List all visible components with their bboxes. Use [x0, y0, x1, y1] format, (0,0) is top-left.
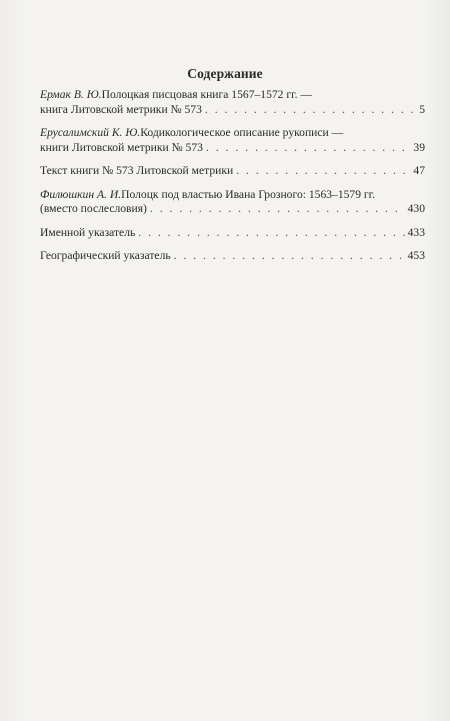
toc-entry-title: Текст книги № 573 Литовской метрики	[40, 164, 234, 177]
toc-entry-page: 433	[407, 225, 425, 239]
toc-entry	[40, 164, 425, 179]
dot-leader	[236, 164, 410, 179]
table-of-contents	[40, 88, 425, 273]
toc-entry-title: Кодикологическое описание рукописи —	[140, 126, 344, 139]
toc-entry-title: Полоцкая писцовая книга 1567–1572 гг. —	[101, 88, 312, 101]
contents-heading: Содержание	[187, 66, 263, 81]
toc-entry	[40, 249, 425, 264]
dot-leader	[150, 202, 405, 217]
toc-entry-title-continued: книги Литовской метрики № 573	[40, 140, 203, 154]
dot-leader	[206, 141, 410, 156]
toc-entry-page: 39	[413, 140, 425, 154]
toc-entry-title: Географический указатель	[40, 249, 171, 262]
toc-entry-page: 5	[419, 102, 425, 116]
toc-entry-title: Именной указатель	[40, 225, 136, 239]
toc-entry-page: 47	[413, 164, 425, 177]
toc-entry	[40, 126, 425, 155]
toc-entry	[40, 88, 425, 117]
dot-leader	[174, 249, 405, 264]
toc-entry-title-continued: книга Литовской метрики № 573	[40, 102, 202, 116]
toc-entry-author: Ерусалимский К. Ю.	[40, 126, 141, 139]
toc-entry-page: 430	[407, 202, 425, 215]
toc-entry-author: Филюшкин А. И.	[40, 187, 122, 201]
toc-entry	[40, 188, 425, 217]
toc-entry	[40, 226, 425, 241]
dot-leader	[138, 226, 404, 241]
toc-entry-title: Полоцк под властью Ивана Грозного: 1563–1579 гг.	[121, 187, 376, 201]
dot-leader	[205, 103, 416, 118]
toc-entry-page: 453	[407, 249, 425, 262]
toc-entry-title-continued: (вместо послесловия)	[40, 202, 147, 215]
toc-entry-author: Ермак В. Ю.	[40, 88, 102, 101]
